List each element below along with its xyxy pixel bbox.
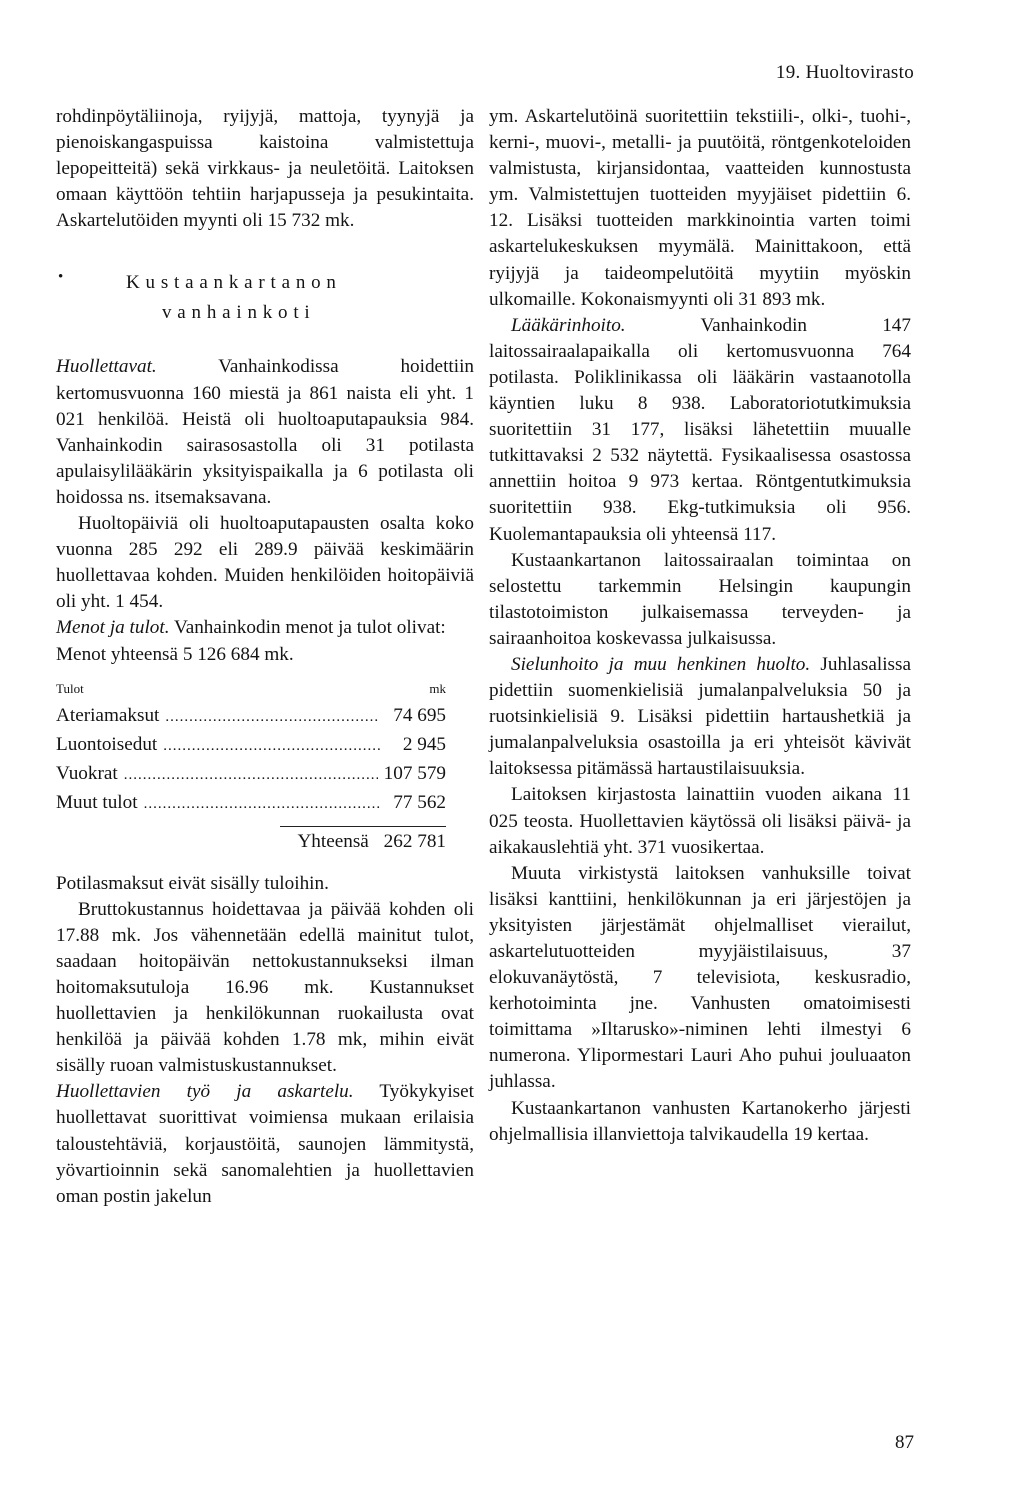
paragraph (56, 354, 474, 511)
paragraph (489, 313, 911, 548)
paragraph-text: Vanhainkodissa hoidettiin kertomusvuonna 160 miestä ja 861 naista eli yht. 1 021 henkilöä. Heistä oli huoltoaputapauksia 984. Vanhainkodin sairasosastolla oli 31 potilasta apulaisylilääkärin yksityispaikalla ja 6 potilasta oli hoidossa ns. itsemaksavana. (56, 356, 474, 508)
row-label: Vuokrat (56, 762, 118, 784)
row-value: 2 945 (402, 733, 446, 755)
row-label: Luontoisedut (56, 733, 158, 755)
row-label: Ateriamaksut (56, 704, 160, 726)
income-header-unit: mk (429, 680, 446, 696)
run-in-heading: Menot ja tulot. (56, 617, 170, 639)
expenses-total: Menot yhteensä 5 126 684 mk. (56, 643, 294, 665)
paragraph (56, 1079, 474, 1209)
paragraph: rohdinpöytäliinoja, ryijyjä, mattoja, tyynyjä ja pienoiskangaspuissa kaistoina valmistettuja lepopeitteitä) sekä virkkaus- ja neuletöitä. Laitoksen omaan käyttöön tehtiin harjapusseja ja pesukintaita. Askartelutöiden myynti oli 15 732 mk. (56, 106, 474, 232)
section-heading (56, 268, 474, 328)
income-header-label: Tulot (56, 680, 84, 696)
run-in-heading: Lääkärinhoito. (511, 314, 626, 336)
section-heading-line1: Kustaankartanon (126, 272, 342, 294)
income-table (56, 680, 446, 857)
left-column (56, 104, 474, 1210)
run-in-heading: Huollettavat. (56, 356, 157, 378)
leader-dots (163, 732, 380, 760)
income-table-header (56, 680, 446, 698)
paragraph: Potilasmaksut eivät sisälly tuloihin. (56, 872, 329, 894)
paragraph-text: Työkykyiset huollettavat suorittivat voimiensa mukaan erilaisia taloustehtäviä, korjaustöitä, saunojen lämmitystä, yövartioinnin sekä sanomalehtien ja huollettavien oman postin jakelun (56, 1081, 474, 1207)
leader-dots (165, 703, 380, 731)
table-row (56, 789, 446, 818)
table-row (56, 760, 446, 789)
right-column (489, 104, 911, 1148)
paragraph: Laitoksen kirjastosta lainattiin vuoden aikana 11 025 teosta. Huollettavien käytössä oli lisäksi päivä- ja aikakauslehtiä yht. 371 vuosikertaa. (489, 784, 911, 858)
leader-dots (124, 761, 378, 789)
paragraph: Bruttokustannus hoidettavaa ja päivää kohden oli 17.88 mk. Jos vähennetään edellä mainitut tulot, saadaan hoitopäivän nettokustannukseksi ilman hoitomaksutuloja 16.96 mk. Kustannukset huollettavien ja henkilökunnan ruokailusta ovat henkilöä ja päivää kohden 1.78 mk, mihin eivät sisälly ruoan valmistuskustannukset. (56, 898, 474, 1077)
table-sum-row (56, 827, 446, 857)
row-value: 74 695 (393, 704, 446, 726)
bullet-mark: • (58, 269, 64, 286)
row-value: 107 579 (383, 762, 446, 784)
sum-label: Yhteensä (297, 830, 369, 852)
paragraph (56, 615, 474, 641)
run-in-heading: Sielunhoito ja muu henkinen huolto. (511, 653, 811, 675)
leader-dots (144, 790, 380, 818)
paragraph (489, 652, 911, 782)
row-value: 77 562 (393, 791, 446, 813)
paragraph-text: Vanhainkodin menot ja tulot olivat: (169, 617, 446, 639)
paragraph: ym. Askartelutöinä suoritettiin tekstiili-, olki-, tuohi-, kerni-, muovi-, metalli- ja puutöitä, röntgenkoteloiden valmistusta, kirjansidontaa, vaatteiden kunnostusta ym. Valmistettujen tuotteiden myyjäiset pidettiin 6. 12. Lisäksi tuotteiden markkinointia varten toimi askartelukeskuksen myymälä. Mainittakoon, että ryijyjä ja taideompelutöitä myytiin myöskin ulkomaille. Kokonaismyynti oli 31 893 mk. (489, 106, 911, 310)
paragraph: Muuta virkistystä laitoksen vanhuksille toivat lisäksi kanttiini, henkilökunnan ja eri järjestöjen ja yksityisten järjestämät ohjelmalliset vierailut, askartelutuotteiden myyjäistilaisuus, 37 elokuvanäytöstä, 7 televisiota, keskusradio, kerhotoiminta jne. Vanhusten omatoimisesti toimittama »Iltarusko»-niminen lehti ilmestyi 6 numerona. Ylipormestari Lauri Aho puhui jouluaaton juhlassa. (489, 862, 911, 1093)
paragraph: Kustaankartanon vanhusten Kartanokerho järjesti ohjelmallisia illanviettoja talvikaudella 19 kertaa. (489, 1097, 911, 1145)
row-label: Muut tulot (56, 791, 138, 813)
paragraph-text: Vanhainkodin 147 laitossairaalapaikalla oli kertomusvuonna 764 potilasta. Poliklinikassa oli lääkärin vastaanotolla käyntien luku 8 938. Laboratoriotutkimuksia suoritettiin 31 177, lisäksi lähetettiin muualle tutkittavaksi 2 532 näytettä. Fysikaalisessa osastossa annettiin hoitoa 9 973 kertaa. Röntgentutkimuksia suoritettiin 938. Ekg-tutkimuksia oli 956. Kuolemantapauksia oli yhteensä 117. (489, 314, 911, 545)
running-head: 19. Huoltovirasto (775, 62, 914, 83)
run-in-heading: Huollettavien työ ja askartelu. (56, 1081, 354, 1103)
page-number: 87 (895, 1432, 914, 1453)
paragraph: Huoltopäiviä oli huoltoaputapausten osalta koko vuonna 285 292 eli 289.9 päivää keskimäärin huollettavaa kohden. Muiden henkilöiden hoitopäiviä oli yht. 1 454. (56, 513, 474, 613)
table-row (56, 731, 446, 760)
section-heading-line2: vanhainkoti (162, 302, 316, 324)
sum-value: 262 781 (383, 830, 446, 852)
paragraph: Kustaankartanon laitossairaalan toimintaa on selostettu tarkemmin Helsingin kaupungin tilastotoimiston julkaisemassa terveyden- ja sairaanhoitoa koskevassa julkaisussa. (489, 549, 911, 649)
paragraph-text: Juhlasalissa pidettiin suomenkielisiä jumalanpalveluksia 50 ja ruotsinkielisiä 9. Lisäksi pidettiin hartaushetkiä ja jumalanpalveluksia osastoilla ja eri yhteisöt kävivät laitoksessa pitämässä hartaustilaisuuksia. (489, 653, 911, 780)
table-row (56, 702, 446, 731)
